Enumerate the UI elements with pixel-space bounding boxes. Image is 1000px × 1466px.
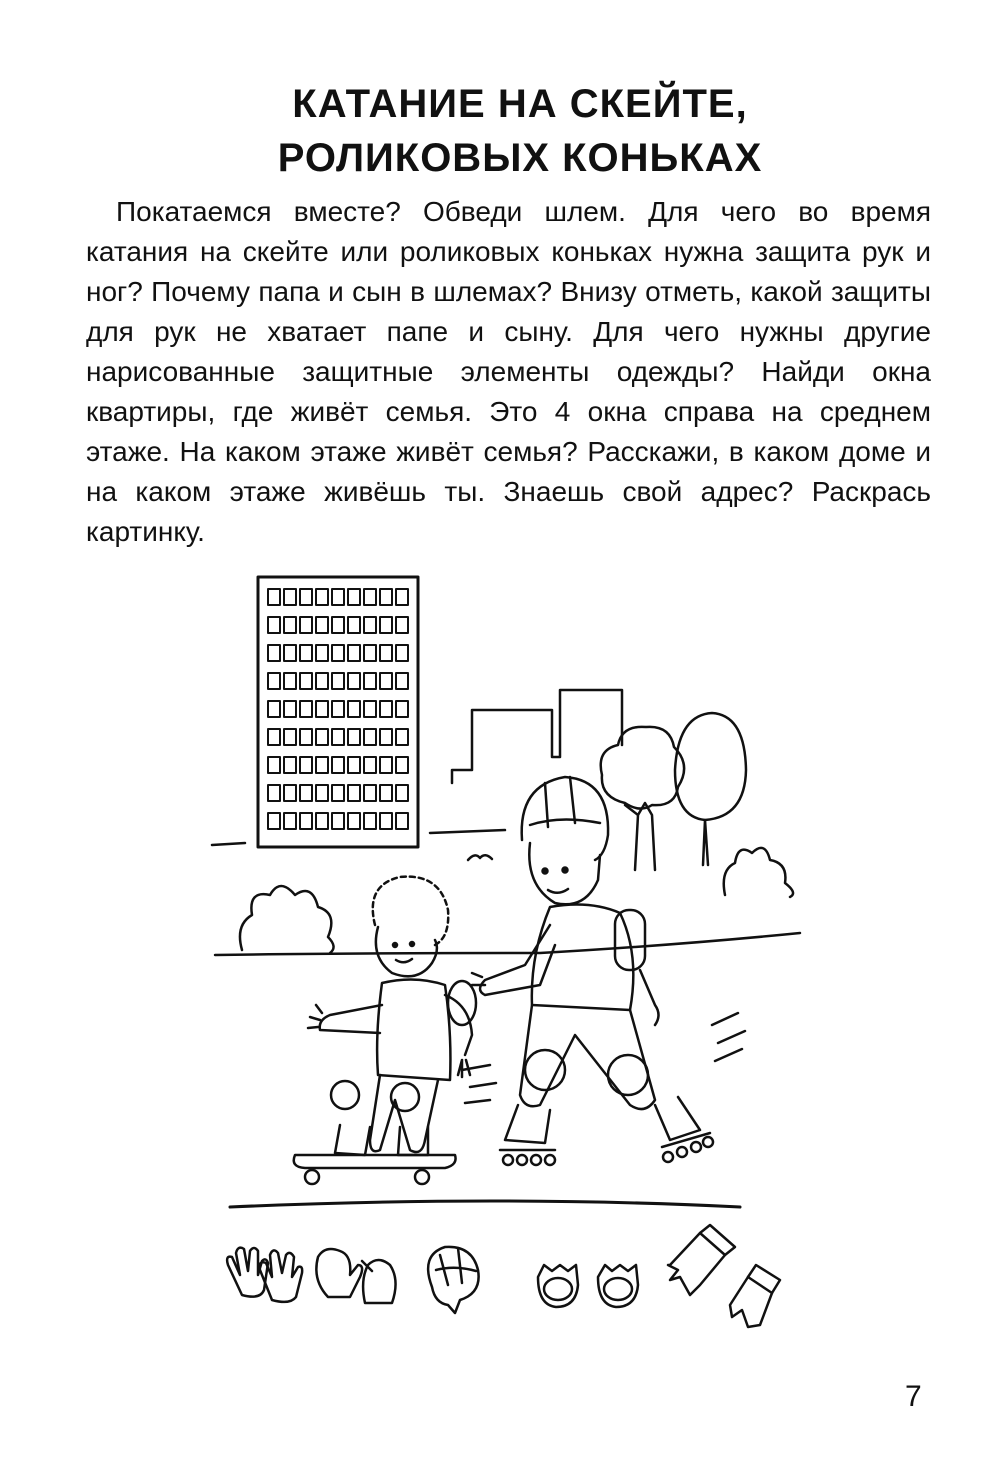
helmet-icon [428, 1247, 479, 1313]
building-window [380, 785, 392, 801]
building-window [332, 673, 344, 689]
bush-right [724, 848, 793, 897]
ground-line-mid [430, 830, 505, 833]
building-window [396, 701, 408, 717]
page-title-line-1: КАТАНИЕ НА СКЕЙТЕ, [292, 82, 748, 126]
building-window [300, 701, 312, 717]
building-window [364, 729, 376, 745]
building-window [380, 589, 392, 605]
building-window [396, 617, 408, 633]
building-window [332, 813, 344, 829]
building-window [332, 729, 344, 745]
building-window [348, 673, 360, 689]
ground-line-left [212, 843, 245, 845]
building-window [396, 785, 408, 801]
building-window [364, 757, 376, 773]
building-window [316, 813, 328, 829]
building-window [380, 701, 392, 717]
building-window [348, 701, 360, 717]
gear-options [227, 1225, 780, 1327]
bush-left [240, 886, 334, 953]
building-window [284, 813, 296, 829]
building-window [348, 729, 360, 745]
distant-buildings [452, 690, 622, 783]
building-window [300, 617, 312, 633]
building-windows [268, 589, 408, 829]
building-window [268, 729, 280, 745]
building-window [284, 729, 296, 745]
building-window [332, 589, 344, 605]
building-window [348, 785, 360, 801]
building-window [364, 589, 376, 605]
building-window [316, 673, 328, 689]
building-window [268, 617, 280, 633]
building-window [316, 645, 328, 661]
building-window [284, 645, 296, 661]
building-window [364, 645, 376, 661]
building-window [300, 645, 312, 661]
horizon-line [215, 933, 800, 955]
building-window [284, 589, 296, 605]
building-window [396, 645, 408, 661]
building-window [268, 645, 280, 661]
tree-left [601, 727, 684, 870]
long-gloves-icon [668, 1225, 780, 1327]
building-window [316, 785, 328, 801]
building-window [364, 701, 376, 717]
building-window [300, 589, 312, 605]
building-window [268, 701, 280, 717]
building-window [300, 757, 312, 773]
speed-lines-right [712, 1013, 745, 1061]
building-window [332, 757, 344, 773]
building-window [316, 701, 328, 717]
building-window [348, 645, 360, 661]
mittens-icon [316, 1249, 395, 1303]
building-window [300, 729, 312, 745]
bird [468, 855, 492, 860]
building-window [268, 673, 280, 689]
task-paragraph: Покатаемся вместе? Обведи шлем. Для чего во время катания на скейте или роликовых коньках нужна защита рук и ног? Почему папа и сын в шлемах? Внизу отметь, какой защиты для рук не хватает папе и сыну. Для чего нужны другие нарисованные защитные элементы одежды? Найди окна квартиры, где живёт семья. Это 4 окна справа на среднем этаже. На каком этаже живёт семья? Расскажи, в каком доме и на каком этаже живёшь ты. Знаешь свой адрес? Раскрась картинку. [86, 196, 931, 547]
tree-right [675, 713, 746, 865]
building-window [332, 645, 344, 661]
skateboard [294, 1155, 456, 1168]
building-window [332, 617, 344, 633]
coloring-illustration [200, 565, 820, 1355]
building-window [348, 617, 360, 633]
building-window [284, 617, 296, 633]
building-window [268, 785, 280, 801]
building-window [300, 785, 312, 801]
building-window [284, 785, 296, 801]
building-window [268, 813, 280, 829]
child-skater [294, 877, 476, 1184]
building-window [268, 589, 280, 605]
building-window [380, 673, 392, 689]
building-window [380, 729, 392, 745]
divider-line [230, 1201, 740, 1207]
building-window [380, 645, 392, 661]
building-window [380, 617, 392, 633]
building-window [396, 813, 408, 829]
building-window [364, 813, 376, 829]
building-window [396, 757, 408, 773]
building-window [316, 617, 328, 633]
building-window [364, 673, 376, 689]
father-rollerskater [472, 777, 713, 1165]
page-title-line-2: РОЛИКОВЫХ КОНЬКАХ [277, 136, 763, 180]
speed-lines-left [462, 1065, 496, 1103]
building-window [332, 785, 344, 801]
building-window [284, 701, 296, 717]
page-number: 7 [905, 1380, 922, 1413]
building-window [348, 589, 360, 605]
building-window [332, 701, 344, 717]
building-window [364, 617, 376, 633]
building-window [300, 813, 312, 829]
building-window [364, 785, 376, 801]
building-window [284, 673, 296, 689]
building-window [396, 589, 408, 605]
building-window [268, 757, 280, 773]
gloves-icon [227, 1248, 302, 1302]
building-window [316, 589, 328, 605]
knee-pads-icon [538, 1265, 638, 1307]
building-window [396, 673, 408, 689]
building-window [348, 757, 360, 773]
building-window [380, 813, 392, 829]
building-window [348, 813, 360, 829]
building-window [316, 757, 328, 773]
task-text [86, 192, 931, 552]
apartment-building [258, 577, 418, 847]
building-window [316, 729, 328, 745]
building-window [396, 729, 408, 745]
building-window [380, 757, 392, 773]
building-window [300, 673, 312, 689]
building-window [284, 757, 296, 773]
